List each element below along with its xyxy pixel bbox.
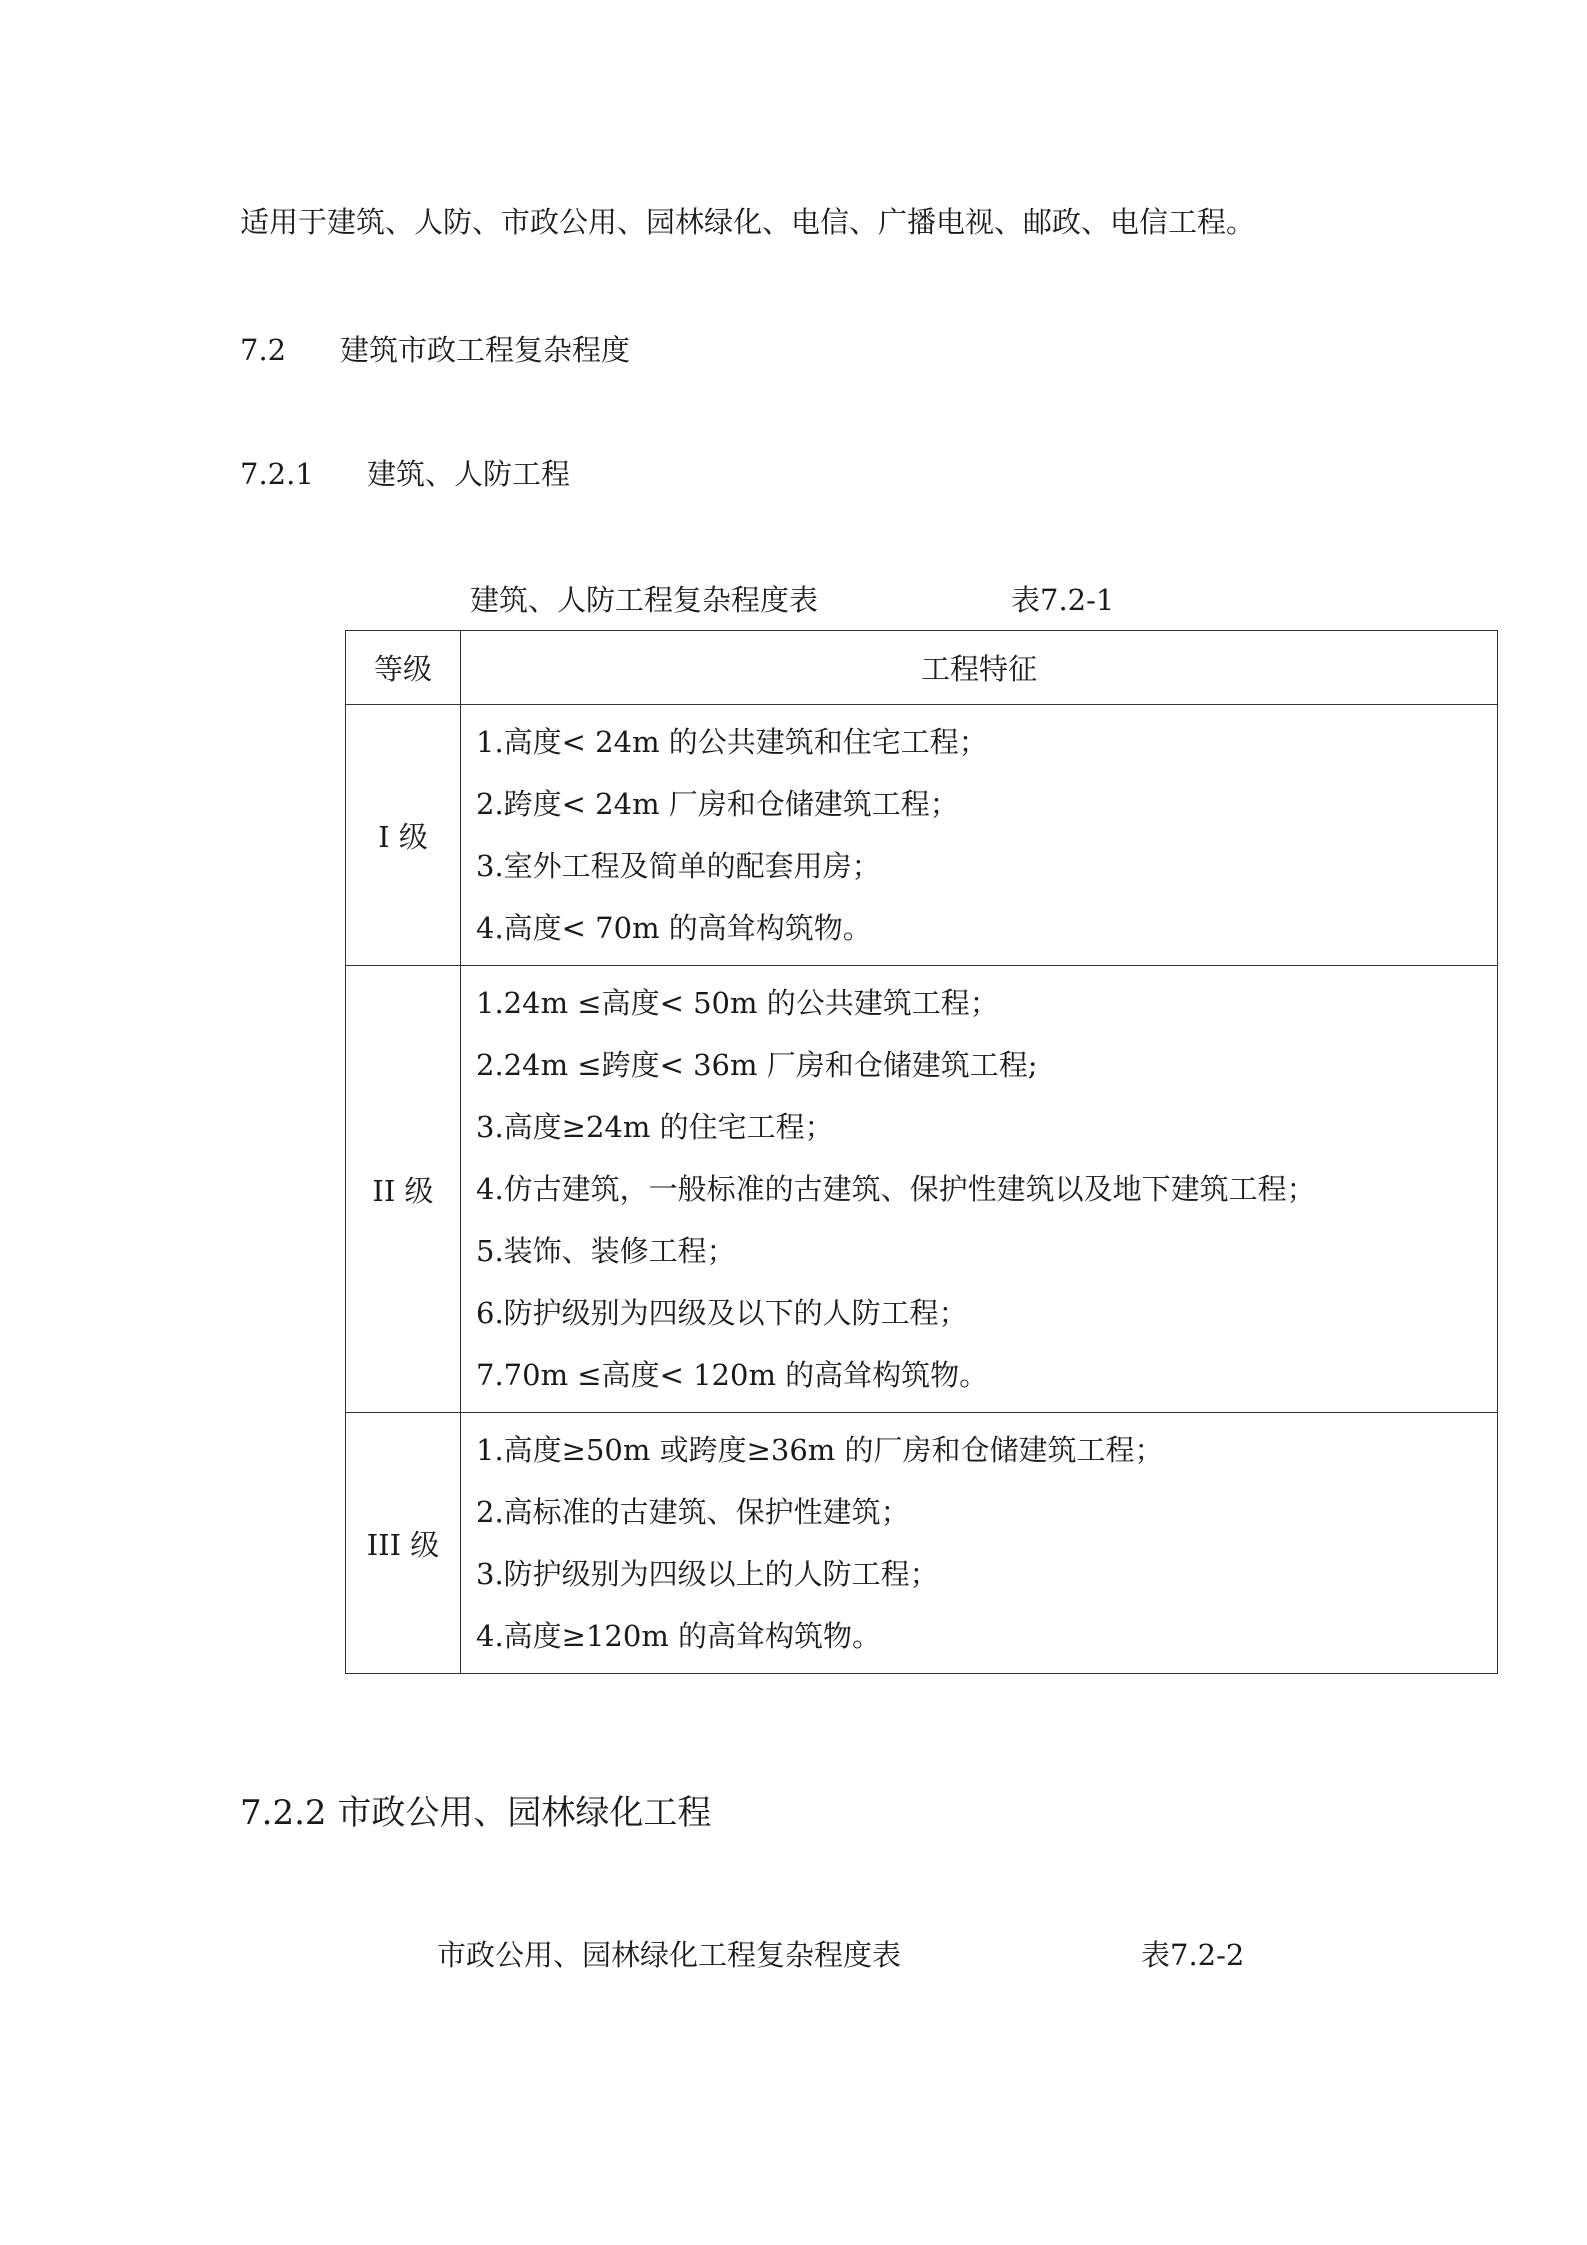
feature-item: 1.高度< 24m 的公共建筑和住宅工程； bbox=[476, 725, 988, 759]
feature-item: 3.室外工程及简单的配套用房； bbox=[476, 849, 881, 883]
feature-item: 4.高度≥120m 的高耸构筑物。 bbox=[476, 1619, 882, 1653]
section-heading-7-2-1 bbox=[240, 454, 570, 494]
table-row bbox=[346, 705, 1498, 966]
feature-item: 4.仿古建筑，一般标准的古建筑、保护性建筑以及地下建筑工程； bbox=[476, 1172, 1316, 1206]
feature-item: 6.防护级别为四级及以下的人防工程； bbox=[476, 1296, 968, 1330]
table2-number: 表7.2-2 bbox=[1141, 1938, 1245, 1972]
features-cell bbox=[461, 705, 1498, 966]
level-cell: I 级 bbox=[346, 705, 461, 966]
section-number: 7.2 bbox=[240, 333, 287, 367]
feature-item: 2.高标准的古建筑、保护性建筑； bbox=[476, 1495, 910, 1529]
feature-item: 1.24m ≤高度< 50m 的公共建筑工程； bbox=[476, 986, 999, 1020]
table-row bbox=[346, 966, 1498, 1413]
feature-item: 5.装饰、装修工程； bbox=[476, 1234, 736, 1268]
section-title: 建筑、人防工程 bbox=[367, 457, 571, 491]
header-level: 等级 bbox=[346, 631, 461, 705]
feature-item: 7.70m ≤高度< 120m 的高耸构筑物。 bbox=[476, 1358, 989, 1392]
feature-item: 2.跨度< 24m 厂房和仓储建筑工程； bbox=[476, 787, 959, 821]
table-header-row bbox=[346, 631, 1498, 705]
section-number: 7.2.1 bbox=[240, 457, 314, 491]
table1-title: 建筑、人防工程复杂程度表 bbox=[470, 583, 819, 617]
complexity-table bbox=[345, 630, 1498, 1674]
intro-paragraph: 适用于建筑、人防、市政公用、园林绿化、电信、广播电视、邮政、电信工程。 bbox=[240, 205, 1256, 239]
level-cell: II 级 bbox=[346, 966, 461, 1413]
table1-number: 表7.2-1 bbox=[1011, 583, 1115, 617]
section-title: 建筑市政工程复杂程度 bbox=[340, 333, 631, 367]
header-features: 工程特征 bbox=[461, 631, 1498, 705]
features-cell bbox=[461, 966, 1498, 1413]
table2-title: 市政公用、园林绿化工程复杂程度表 bbox=[437, 1938, 902, 1972]
section-heading-7-2-2: 7.2.2 市政公用、园林绿化工程 bbox=[240, 1793, 712, 1833]
feature-item: 1.高度≥50m 或跨度≥36m 的厂房和仓储建筑工程； bbox=[476, 1433, 1164, 1467]
section-heading-7-2 bbox=[240, 330, 630, 370]
feature-item: 4.高度< 70m 的高耸构筑物。 bbox=[476, 911, 872, 945]
feature-item: 2.24m ≤跨度< 36m 厂房和仓储建筑工程; bbox=[476, 1048, 1038, 1082]
feature-item: 3.高度≥24m 的住宅工程； bbox=[476, 1110, 834, 1144]
features-cell bbox=[461, 1413, 1498, 1674]
feature-item: 3.防护级别为四级以上的人防工程； bbox=[476, 1557, 939, 1591]
level-cell: III 级 bbox=[346, 1413, 461, 1674]
table-row bbox=[346, 1413, 1498, 1674]
